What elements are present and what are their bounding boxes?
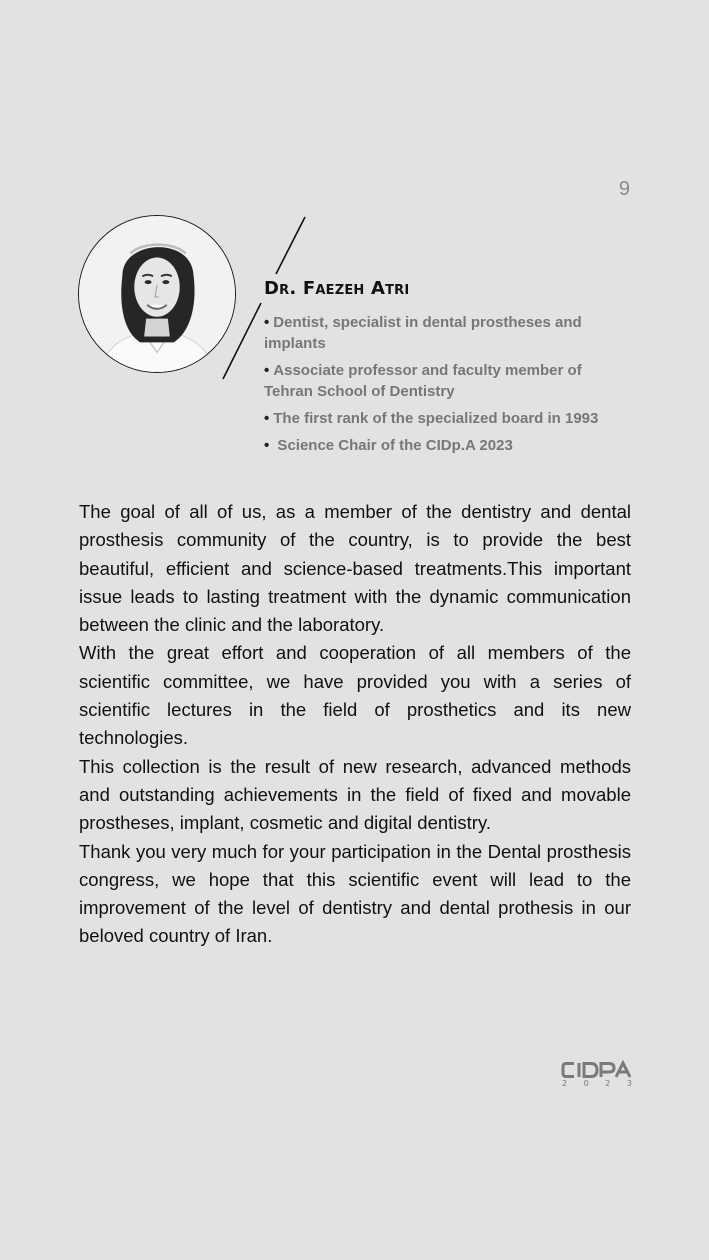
welcome-message [79, 498, 631, 951]
bullet-icon: • [264, 362, 270, 379]
logo-year: 2 0 2 3 [562, 1079, 632, 1088]
bullet-icon: • [264, 410, 270, 427]
speaker-name: Dr. Faezeh Atri [264, 278, 410, 299]
bullet-icon: • [264, 314, 270, 331]
speaker-portrait [78, 215, 236, 373]
credential-item: • The first rank of the specialized board in 1993 [264, 410, 599, 427]
message-paragraph: This collection is the result of new research, advanced methods and outstanding achievements in the field of fixed and movable prostheses, implant, cosmetic and digital dentistry. [79, 755, 631, 834]
message-paragraph: The goal of all of us, as a member of the dentistry and dental prosthesis community of the country, is to provide the best beautiful, efficient and science-based treatments.This important issue leads to lasting treatment with the dynamic communication between the clinic and the laboratory. [79, 501, 631, 636]
credential-item: • Dentist, specialist in dental prostheses and implants [264, 314, 582, 352]
message-paragraph: With the great effort and cooperation of all members of the scientific committee, we have provided you with a series of scientific lectures in the field of prosthetics and its new technologies. [79, 642, 631, 749]
cidpa-wordmark-icon [560, 1060, 632, 1080]
speaker-credentials [264, 312, 624, 462]
cidpa-logo [560, 1060, 634, 1090]
bullet-icon: • [264, 437, 270, 454]
page-number: 9 [618, 178, 630, 200]
portrait-image [79, 216, 235, 372]
credential-item: • Science Chair of the CIDp.A 2023 [264, 437, 513, 454]
message-paragraph: Thank you very much for your participation in the Dental prosthesis congress, we hope that this scientific event will lead to the improvement of the level of dentistry and dental prothesis in our beloved country of Iran. [79, 840, 631, 947]
credential-item: • Associate professor and faculty member of Tehran School of Dentistry [264, 362, 582, 400]
